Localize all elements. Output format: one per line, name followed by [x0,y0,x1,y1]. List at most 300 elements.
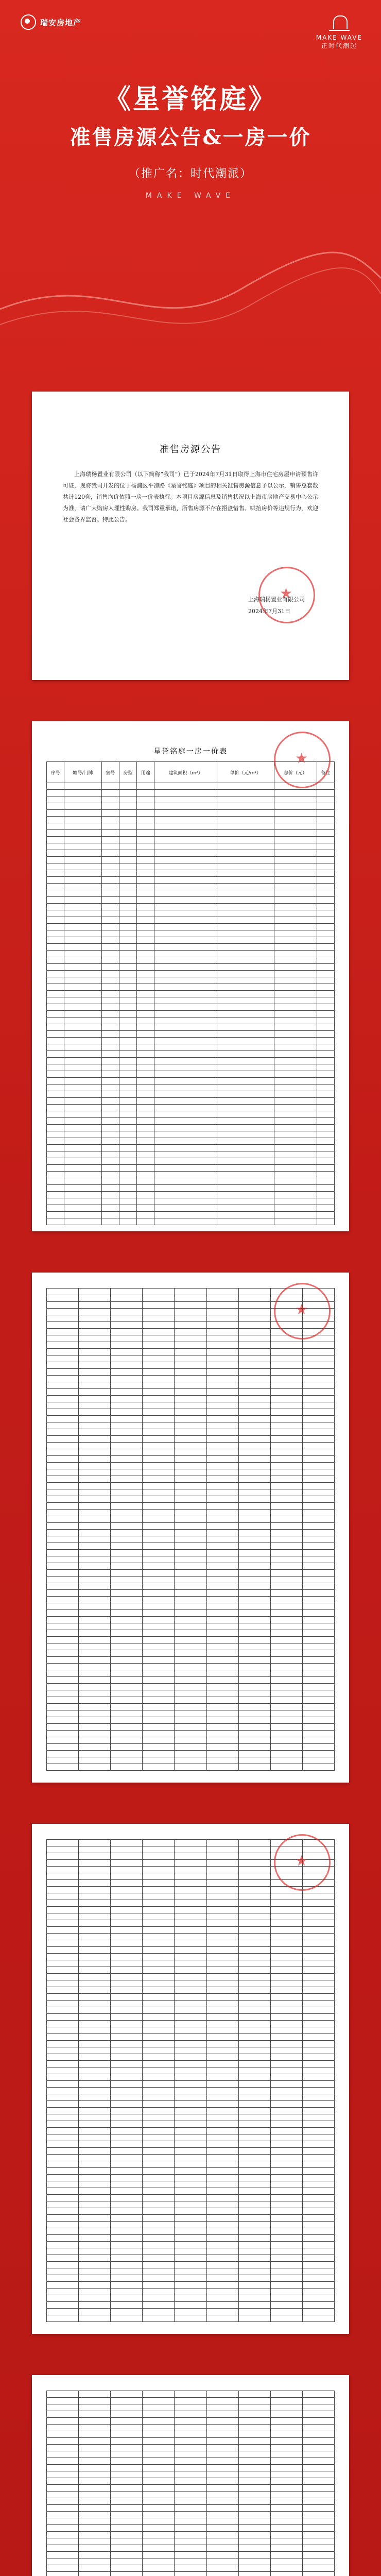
table-cell [238,2228,270,2235]
table-cell [79,1920,111,1927]
table-cell [79,2438,111,2445]
table-cell [47,1893,79,1900]
table-cell [206,2282,238,2289]
table-cell [238,2201,270,2208]
table-cell [270,1690,302,1697]
table-row [47,2538,335,2545]
table-cell [274,1078,317,1084]
table-cell [143,2228,175,2235]
table-cell [143,1927,175,1934]
table-cell [47,2007,79,2014]
table-cell [274,897,317,904]
table-cell [175,1443,206,1449]
table-row [47,2425,335,2431]
table-cell [143,2268,175,2275]
table-cell [143,1617,175,1623]
table-cell [302,2478,334,2485]
table-cell [79,1369,111,1376]
table-cell [111,1516,143,1523]
table-row [47,2181,335,2188]
table-cell [302,1476,334,1483]
table-cell [270,1670,302,1677]
table-row [47,1610,335,1617]
table-cell [302,1610,334,1617]
table-cell [206,2188,238,2195]
table-cell [270,2141,302,2148]
table-cell [270,2027,302,2034]
table-row [47,2067,335,2074]
table-cell [47,1185,64,1192]
table-cell [47,1630,79,1637]
table-cell [111,2242,143,2248]
table-cell [238,1523,270,1530]
table-cell [79,1630,111,1637]
table-cell [101,1064,119,1071]
table-cell [206,2438,238,2445]
table-cell [119,1004,136,1011]
table-cell [175,2558,206,2565]
table-cell [79,2425,111,2431]
table-cell [79,2552,111,2558]
table-cell [47,1302,79,1309]
price-table-title: 星誉铭庭一房一价表 [153,748,228,756]
table-cell [143,2101,175,2108]
table-cell [302,1724,334,1731]
table-cell [217,817,274,823]
table-cell [206,2289,238,2295]
table-cell [143,2465,175,2471]
table-cell [47,1349,79,1355]
table-cell [143,1342,175,1349]
table-cell [64,1185,101,1192]
table-cell [47,884,64,890]
table-cell [64,1131,101,1138]
table-cell [111,2275,143,2282]
table-cell [79,1550,111,1556]
table-cell [270,1590,302,1597]
table-row [47,2512,335,2518]
table-cell [47,1469,79,1476]
table-cell [274,917,317,924]
table-cell [64,1038,101,1044]
table-cell [111,2074,143,2081]
table-cell [101,937,119,944]
table-cell [206,1503,238,1510]
table-cell [47,2108,79,2114]
table-cell [302,1523,334,1530]
table-row [47,837,335,843]
table-row [47,1118,335,1125]
table-row [47,2201,335,2208]
table-cell [143,2141,175,2148]
table-cell [238,2148,270,2155]
table-cell [317,917,334,924]
table-cell [238,1650,270,1657]
table-row [47,1597,335,1603]
table-cell [79,1329,111,1335]
table-cell [47,1846,79,1853]
table-cell [217,1038,274,1044]
table-cell [154,1198,217,1205]
table-cell [175,1947,206,1954]
table-cell [206,1376,238,1382]
table-cell [111,1389,143,1396]
table-cell [238,2431,270,2438]
table-cell [79,2558,111,2565]
table-cell [143,1422,175,1429]
table-cell [64,1071,101,1078]
table-cell [302,1751,334,1757]
table-cell [143,2168,175,2175]
table-cell [79,2565,111,2572]
table-cell [79,1483,111,1489]
table-row [47,2418,335,2425]
table-cell [79,2532,111,2538]
table-cell [238,1510,270,1516]
table-cell [143,2128,175,2134]
table-cell [238,2134,270,2141]
table-cell [101,1111,119,1118]
table-cell [143,1737,175,1744]
table-cell [47,1980,79,1987]
table-cell [101,951,119,957]
table-cell [119,924,136,930]
table-cell [143,1543,175,1550]
table-cell [47,1840,79,1846]
table-cell [143,2108,175,2114]
table-cell [111,1987,143,1994]
table-cell [111,1362,143,1369]
table-cell [47,810,64,817]
table-cell [119,837,136,843]
table-cell [206,2088,238,2094]
table-cell [270,1402,302,1409]
table-cell [238,1704,270,1710]
table-cell [217,1118,274,1125]
table-cell [79,2268,111,2275]
table-row [47,2451,335,2458]
table-cell [317,796,334,803]
table-row [47,1476,335,1483]
table-cell [79,2431,111,2438]
table-cell [143,2552,175,2558]
table-cell [270,1994,302,2001]
table-cell [175,1382,206,1389]
table-cell [274,951,317,957]
table-cell [206,2155,238,2161]
table-cell [111,1677,143,1684]
table-cell [270,1516,302,1523]
table-cell [111,2451,143,2458]
table-cell [119,1058,136,1064]
table-cell [206,1289,238,1295]
table-cell [270,1342,302,1349]
table-cell [79,1489,111,1496]
table-row [47,1044,335,1051]
table-cell [302,2465,334,2471]
table-cell [137,1071,154,1078]
table-cell [154,897,217,904]
table-cell [101,877,119,884]
table-cell [238,1369,270,1376]
table-cell [79,1974,111,1980]
table-cell [217,803,274,810]
table-cell [143,2538,175,2545]
table-cell [270,1710,302,1717]
table-cell [238,1516,270,1523]
table-cell [317,897,334,904]
table-cell [143,1449,175,1456]
table-cell [154,823,217,830]
table-row [47,2565,335,2572]
table-cell [175,2418,206,2425]
table-cell [119,1024,136,1031]
table-cell [143,1315,175,1322]
table-cell [175,1376,206,1382]
table-cell [206,1940,238,1947]
table-cell [206,2255,238,2262]
table-cell [206,1590,238,1597]
table-cell [302,1637,334,1643]
table-cell [274,1018,317,1024]
table-row [47,957,335,964]
table-cell [206,1757,238,1764]
table-cell [101,1024,119,1031]
table-cell [143,1510,175,1516]
table-row [47,1934,335,1940]
table-cell [217,971,274,977]
table-cell [175,2404,206,2411]
table-cell [47,1637,79,1643]
table-cell [302,1577,334,1583]
table-cell [119,1111,136,1118]
table-cell [111,1846,143,1853]
table-cell [317,1125,334,1131]
table-cell [238,2268,270,2275]
table-cell [111,1597,143,1603]
table-cell [47,1967,79,1974]
table-cell [238,2398,270,2404]
table-cell [79,2518,111,2525]
table-cell [143,1503,175,1510]
table-cell [79,1737,111,1744]
table-row [47,1637,335,1643]
table-cell [217,930,274,937]
table-cell [302,2114,334,2121]
table-cell [175,1677,206,1684]
table-cell [274,984,317,991]
table-row [47,2088,335,2094]
table-cell [154,937,217,944]
table-cell [111,1550,143,1556]
table-cell [270,1355,302,1362]
table-cell [302,1737,334,1744]
table-cell [143,1710,175,1717]
table-row [47,1900,335,1907]
table-cell [302,2471,334,2478]
table-cell [79,1603,111,1610]
table-cell [206,1744,238,1751]
table-cell [175,1873,206,1880]
table-cell [302,1429,334,1436]
table-cell [137,930,154,937]
table-cell [47,1724,79,1731]
table-cell [175,1610,206,1617]
table-cell [119,1178,136,1185]
table-cell [175,2175,206,2181]
table-cell [238,1536,270,1543]
table-cell [64,884,101,890]
table-cell [206,1489,238,1496]
table-cell [143,2021,175,2027]
table-cell [154,910,217,917]
table-cell [217,863,274,870]
table-cell [79,1947,111,1954]
table-cell [101,991,119,997]
table-cell [206,1563,238,1570]
table-cell [143,2242,175,2248]
table-cell [270,2134,302,2141]
table-cell [206,1670,238,1677]
table-row [47,2485,335,2492]
table-cell [79,2188,111,2195]
table-cell [175,1456,206,1463]
table-cell [47,1212,64,1218]
table-cell [206,1934,238,1940]
table-row [47,1449,335,1456]
table-cell [79,2195,111,2201]
table-cell [154,1125,217,1131]
table-cell [47,951,64,957]
table-cell [317,783,334,790]
table-cell [143,1496,175,1503]
table-cell [101,1105,119,1111]
table-cell [47,1111,64,1118]
table-cell [206,2558,238,2565]
table-cell [217,1111,274,1118]
table-cell [137,790,154,796]
table-cell [47,1731,79,1737]
table-cell [111,1637,143,1643]
table-cell [111,1974,143,1980]
table-cell [111,1309,143,1315]
table-cell [238,1315,270,1322]
table-cell [143,2458,175,2465]
table-cell [143,1556,175,1563]
table-row [47,1731,335,1737]
table-cell [302,2121,334,2128]
table-cell [111,1954,143,1960]
table-cell [79,2418,111,2425]
table-row [47,2248,335,2255]
table-cell [302,1422,334,1429]
table-cell [47,2572,79,2576]
table-cell [302,2161,334,2168]
table-cell [206,1880,238,1887]
table-cell [47,2061,79,2067]
table-cell [79,2295,111,2302]
table-cell [302,2074,334,2081]
table-cell [302,2418,334,2425]
table-cell [206,1900,238,1907]
table-cell [154,1158,217,1165]
table-cell [101,1125,119,1131]
table-cell [206,1710,238,1717]
table-cell [64,830,101,837]
table-cell [217,810,274,817]
table-cell [238,1436,270,1443]
table-cell [217,1044,274,1051]
table-cell [47,930,64,937]
table-cell [111,2047,143,2054]
table-cell [47,944,64,951]
table-cell [317,924,334,930]
table-cell [302,2532,334,2538]
table-cell [111,1456,143,1463]
table-cell [238,2471,270,2478]
table-cell [143,2438,175,2445]
table-cell [143,1530,175,1536]
table-cell [143,1704,175,1710]
table-row [47,924,335,930]
table-cell [238,2061,270,2067]
table-cell [270,2532,302,2538]
table-cell [302,1496,334,1503]
table-cell [175,1860,206,1867]
table-cell [47,1496,79,1503]
table-cell [238,1335,270,1342]
table-cell [302,2404,334,2411]
table-cell [137,1078,154,1084]
table-cell [317,937,334,944]
table-cell [217,991,274,997]
table-cell [143,2175,175,2181]
table-cell [206,1530,238,1536]
table-cell [238,1382,270,1389]
table-row [47,2572,335,2576]
table-cell [143,1322,175,1329]
table-cell [206,1556,238,1563]
table-cell [274,1131,317,1138]
table-cell [111,1577,143,1583]
table-cell [175,1309,206,1315]
table-cell [206,1329,238,1335]
table-cell [206,1630,238,1637]
table-cell [64,1011,101,1018]
table-cell [238,1610,270,1617]
table-row [47,2195,335,2201]
table-cell [317,1218,334,1225]
price-table-page-4 [32,2375,349,2576]
table-cell [175,2525,206,2532]
table-cell [302,1980,334,1987]
table-cell [175,1603,206,1610]
table-cell [238,2094,270,2101]
table-cell [317,870,334,877]
table-cell [317,1212,334,1218]
price-table [46,2391,335,2576]
table-cell [274,1151,317,1158]
table-cell [143,1974,175,1980]
table-cell [154,837,217,843]
table-cell [274,1205,317,1212]
table-cell [79,1623,111,1630]
table-cell [47,1516,79,1523]
table-cell [270,1650,302,1657]
table-cell [175,1597,206,1603]
table-cell [47,1664,79,1670]
table-cell [47,1690,79,1697]
